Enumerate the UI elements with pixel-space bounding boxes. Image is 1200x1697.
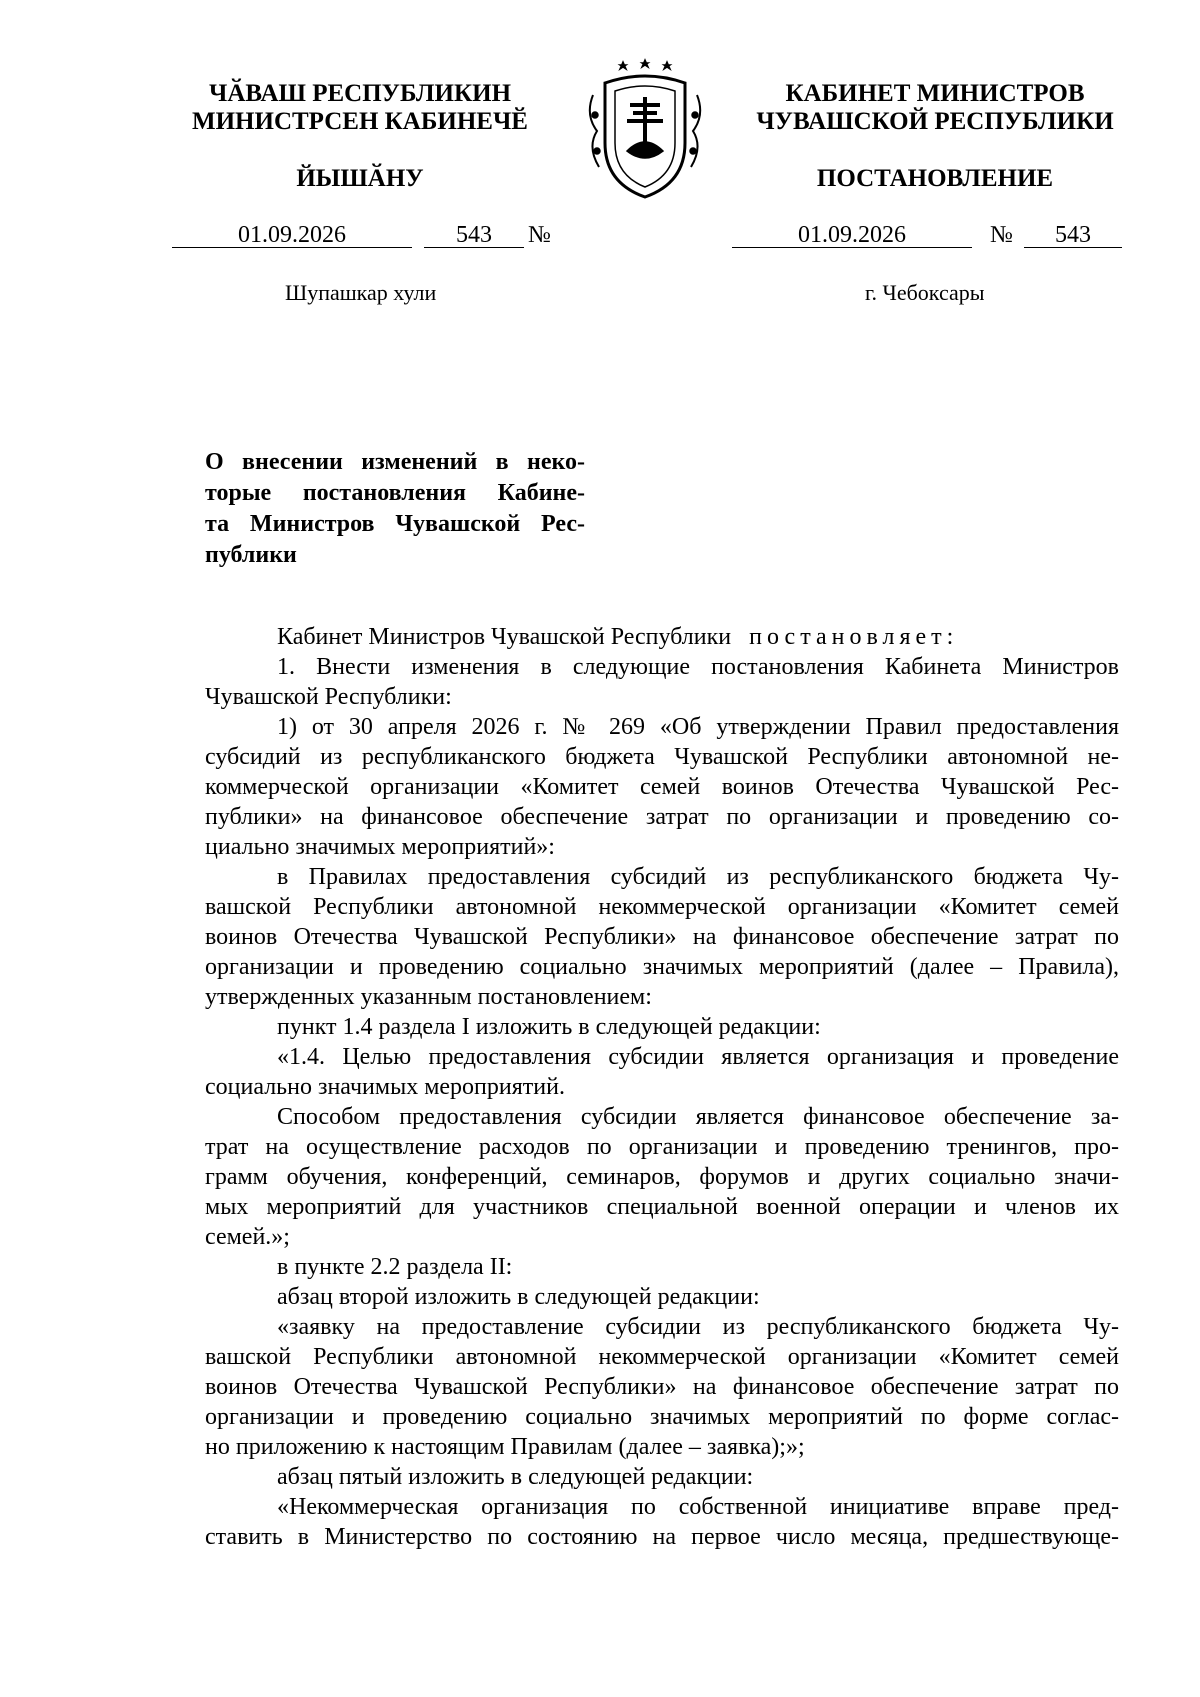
subject-line: торые постановления Кабине- — [205, 480, 585, 506]
body-line: трат на осуществление расходов по организации и проведению тренингов, про- — [205, 1134, 1119, 1160]
header-right-org-line: ЧУВАШСКОЙ РЕСПУБЛИКИ — [756, 108, 1114, 135]
body-line: Способом предоставления субсидии является финансовое обеспечение за- — [277, 1104, 1119, 1130]
body-line: абзац пятый изложить в следующей редакции: — [277, 1464, 754, 1490]
body-line: ставить в Министерство по состоянию на первое число месяца, предшествующе- — [205, 1524, 1119, 1550]
body-line: но приложению к настоящим Правилам (далее – заявка);»; — [205, 1434, 805, 1460]
body-line: организации и проведению социально значимых мероприятий (далее – Правила), — [205, 954, 1119, 980]
number-sign-left: № — [528, 222, 551, 248]
header-right-org — [720, 80, 1150, 136]
document-body — [205, 622, 1119, 1552]
header-left-org — [150, 80, 570, 136]
coat-of-arms-icon — [575, 55, 715, 205]
body-line: вашской Республики автономной некоммерческой организации «Комитет семей — [205, 1344, 1119, 1370]
star-icon — [620, 62, 626, 69]
body-line: организации и проведению социально значимых мероприятий по форме соглас- — [205, 1404, 1119, 1430]
body-line: Чувашской Республики: — [205, 684, 452, 710]
intro-line — [205, 622, 1119, 652]
body-line: пункт 1.4 раздела I изложить в следующей редакции: — [277, 1014, 821, 1040]
subject-line: публики — [205, 542, 297, 568]
body-line: семей.»; — [205, 1224, 290, 1250]
body-line: мых мероприятий для участников специальной военной операции и членов их — [205, 1194, 1119, 1220]
body-line: «1.4. Целью предоставления субсидии является организация и проведение — [277, 1044, 1119, 1070]
subject-line: О внесении изменений в неко- — [205, 449, 585, 475]
body-line: 1. Внести изменения в следующие постановления Кабинета Министров — [277, 654, 1119, 680]
star-icon — [642, 60, 648, 67]
body-line: коммерческой организации «Комитет семей воинов Отечества Чувашской Рес- — [205, 774, 1119, 800]
body-line: публики» на финансовое обеспечение затрат по организации и проведению со- — [205, 804, 1119, 830]
registration-right — [732, 222, 1122, 248]
body-line: «заявку на предоставление субсидии из республиканского бюджета Чу- — [277, 1314, 1119, 1340]
body-line: воинов Отечества Чувашской Республики» на финансовое обеспечение затрат по — [205, 1374, 1119, 1400]
intro-verb: постановляет: — [749, 624, 959, 650]
doc-type-chuvash: ЙЫШӐНУ — [296, 165, 424, 192]
document-subject — [205, 447, 585, 571]
doc-type-russian: ПОСТАНОВЛЕНИЕ — [816, 165, 1054, 192]
body-line: «Некоммерческая организация по собственной инициативе вправе пред- — [277, 1494, 1119, 1520]
body-line: утвержденных указанным постановлением: — [205, 984, 652, 1010]
body-line: в пункте 2.2 раздела II: — [277, 1254, 513, 1280]
number-sign-right: № — [990, 222, 1013, 248]
body-line: в Правилах предоставления субсидий из республиканского бюджета Чу- — [277, 864, 1119, 890]
body-line: грамм обучения, конференций, семинаров, форумов и других социально значи- — [205, 1164, 1119, 1190]
body-line: циально значимых мероприятий»: — [205, 834, 555, 860]
body-line: абзац второй изложить в следующей редакции: — [277, 1284, 760, 1310]
body-line: воинов Отечества Чувашской Республики» на финансовое обеспечение затрат по — [205, 924, 1119, 950]
intro-text: Кабинет Министров Чувашской Республики — [277, 624, 732, 650]
header-left-org-line: МИНИСТРСЕН КАБИНЕЧӖ — [192, 108, 528, 135]
place-russian: г. Чебоксары — [865, 280, 985, 305]
registration-left — [172, 222, 562, 248]
body-line: социально значимых мероприятий. — [205, 1074, 565, 1100]
body-line: 1) от 30 апреля 2026 г. № 269 «Об утверждении Правил предоставления — [277, 714, 1119, 740]
header-left-org-line: ЧӐВАШ РЕСПУБЛИКИН — [208, 80, 512, 107]
header-right-org-line: КАБИНЕТ МИНИСТРОВ — [785, 80, 1085, 107]
number-field-left: 543 — [424, 222, 524, 248]
date-field-right: 01.09.2026 — [732, 222, 972, 248]
date-field-left: 01.09.2026 — [172, 222, 412, 248]
subject-line: та Министров Чувашской Рес- — [205, 511, 585, 537]
body-line: субсидий из республиканского бюджета Чувашской Республики автономной не- — [205, 744, 1119, 770]
star-icon — [664, 62, 670, 69]
place-chuvash: Шупашкар хули — [285, 280, 437, 305]
body-line: вашской Республики автономной некоммерческой организации «Комитет семей — [205, 894, 1119, 920]
number-field-right: 543 — [1024, 222, 1122, 248]
